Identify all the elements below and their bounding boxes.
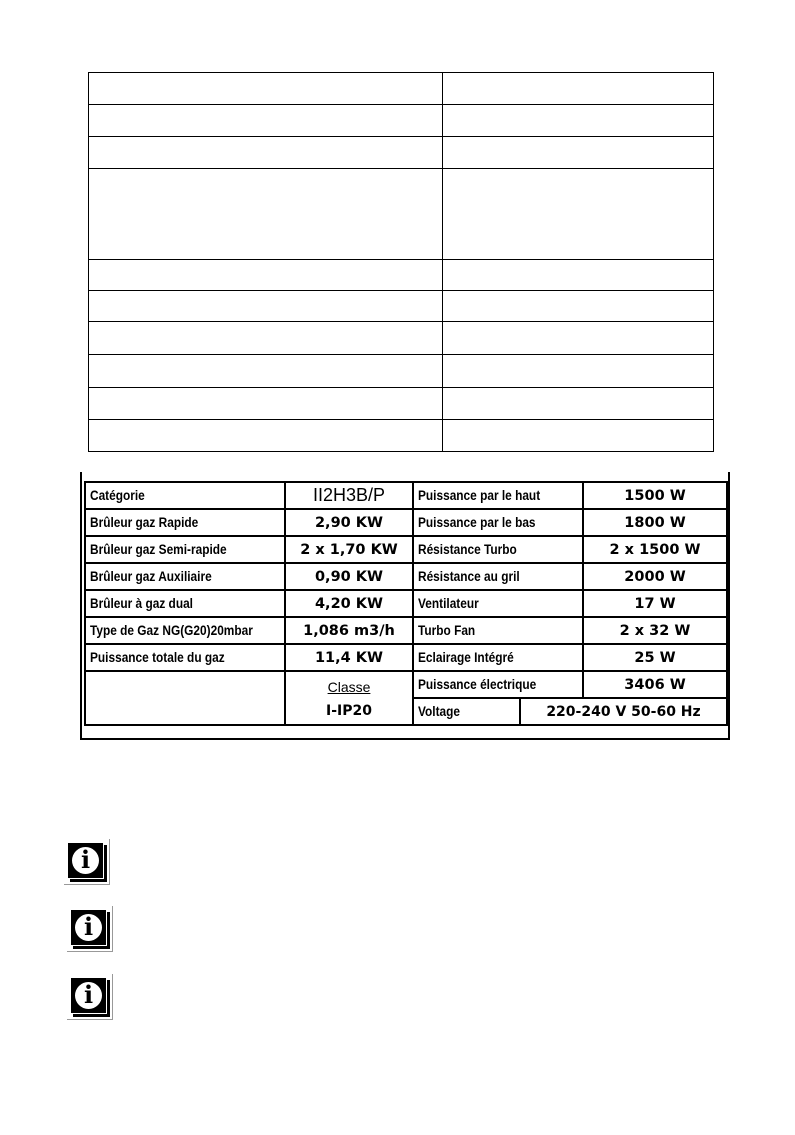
blank-cell	[443, 137, 714, 169]
voltage-label: Voltage	[418, 703, 461, 719]
spec-value: 2000 W	[583, 563, 727, 590]
spec-label-cell	[85, 644, 285, 671]
electric-value: 3406 W	[583, 671, 727, 698]
electric-label-cell	[413, 671, 583, 698]
spec-label: Turbo Fan	[418, 622, 476, 638]
spec-label-cell	[85, 590, 285, 617]
blank-cell	[443, 291, 714, 322]
classe-label: Classe	[327, 678, 371, 695]
spec-value: 1500 W	[583, 482, 727, 509]
spec-label-cell	[85, 563, 285, 590]
spec-label: Type de Gaz NG(G20)20mbar	[90, 622, 253, 638]
spec-label: Puissance par le bas	[418, 514, 536, 530]
spec-label: Brûleur à gaz dual	[90, 595, 193, 611]
blank-cell	[89, 355, 443, 388]
spec-label: Brûleur gaz Auxiliaire	[90, 568, 212, 584]
spec-value: 2,90 KW	[285, 509, 413, 536]
spec-value: 4,20 KW	[285, 590, 413, 617]
blank-cell	[443, 73, 714, 105]
spec-table	[84, 481, 728, 726]
blank-cell	[89, 105, 443, 137]
spec-label: Résistance au gril	[418, 568, 520, 584]
spec-row	[85, 482, 727, 509]
blank-cell	[89, 137, 443, 169]
spec-value: 1800 W	[583, 509, 727, 536]
voltage-label-cell	[414, 699, 520, 724]
info-icon: i	[70, 909, 112, 951]
electric-label: Puissance électrique	[418, 676, 537, 692]
spec-value: 1,086 m3/h	[285, 617, 413, 644]
blank-cell	[443, 322, 714, 355]
spec-label-cell	[413, 617, 583, 644]
classe-value: I-IP20	[326, 702, 372, 719]
blank-cell	[443, 420, 714, 452]
spec-label-cell	[413, 536, 583, 563]
spec-row	[85, 617, 727, 644]
spec-label-cell	[413, 509, 583, 536]
spec-value: 2 x 1500 W	[583, 536, 727, 563]
blank-cell	[89, 291, 443, 322]
blank-cell	[443, 105, 714, 137]
spec-label-cell	[85, 482, 285, 509]
blank-cell	[89, 322, 443, 355]
spec-label: Brûleur gaz Rapide	[90, 514, 199, 530]
spec-label: Catégorie	[90, 487, 145, 503]
voltage-value: 220-240 V 50-60 Hz	[520, 699, 726, 724]
blank-cell	[443, 355, 714, 388]
spec-row	[85, 509, 727, 536]
blank-cell	[443, 388, 714, 420]
spec-value: 17 W	[583, 590, 727, 617]
spec-label-cell	[413, 482, 583, 509]
spec-label: Résistance Turbo	[418, 541, 517, 557]
blank-cell	[89, 73, 443, 105]
spec-label-cell	[85, 536, 285, 563]
info-icon: i	[67, 842, 109, 884]
spec-label: Ventilateur	[418, 595, 479, 611]
spec-value: II2H3B/P	[285, 482, 413, 509]
spec-label: Puissance par le haut	[418, 487, 541, 503]
blank-cell	[443, 169, 714, 260]
classe-cell	[285, 671, 413, 725]
spec-label: Eclairage Intégré	[418, 649, 514, 665]
spec-label-cell	[85, 509, 285, 536]
spec-label: Puissance totale du gaz	[90, 649, 225, 665]
spec-row	[85, 644, 727, 671]
spec-label: Brûleur gaz Semi-rapide	[90, 541, 227, 557]
spec-row	[85, 590, 727, 617]
blank-cell	[89, 420, 443, 452]
spec-label-cell	[85, 617, 285, 644]
blank-cell	[89, 260, 443, 291]
blank-cell	[89, 169, 443, 260]
empty-cell	[85, 671, 285, 725]
spec-row	[85, 536, 727, 563]
spec-value: 2 x 1,70 KW	[285, 536, 413, 563]
spec-value: 2 x 32 W	[583, 617, 727, 644]
spec-label-cell	[413, 644, 583, 671]
spec-label-cell	[413, 590, 583, 617]
spec-row	[85, 563, 727, 590]
spec-label-cell	[413, 563, 583, 590]
blank-form-table	[88, 72, 714, 452]
blank-cell	[89, 388, 443, 420]
spec-value: 25 W	[583, 644, 727, 671]
blank-cell	[443, 260, 714, 291]
spec-table-frame	[80, 472, 730, 740]
voltage-cell	[413, 698, 727, 725]
spec-value: 0,90 KW	[285, 563, 413, 590]
spec-value: 11,4 KW	[285, 644, 413, 671]
info-icon: i	[70, 977, 112, 1019]
